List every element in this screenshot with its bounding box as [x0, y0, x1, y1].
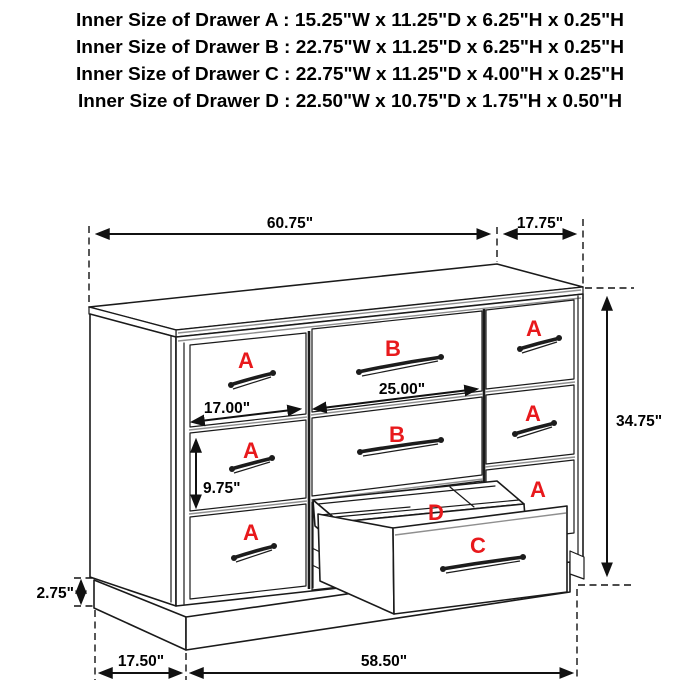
drawer-label: D	[428, 500, 444, 525]
dimension-label: 17.50"	[117, 653, 165, 670]
drawer-label: C	[470, 533, 486, 558]
drawer-label: B	[389, 422, 405, 447]
dimension-overall-height	[578, 288, 662, 585]
drawer-label: A	[243, 438, 259, 463]
drawer-label: A	[525, 401, 541, 426]
dimension-label: 2.75"	[36, 585, 74, 602]
drawer-label: A	[530, 477, 546, 502]
dimension-label: 58.50"	[360, 653, 408, 670]
drawer-label: A	[238, 348, 254, 373]
spec-line-a: Inner Size of Drawer A : 15.25"W x 11.25"D x 6.25"H x 0.25"H	[76, 10, 624, 30]
dimension-base-height	[36, 578, 97, 606]
drawer-label: B	[385, 336, 401, 361]
dimension-label: 9.75"	[203, 480, 241, 497]
spec-line-c: Inner Size of Drawer C : 22.75"W x 11.25"D x 4.00"H x 0.25"H	[76, 64, 624, 84]
dimension-label: 25.00"	[378, 381, 426, 398]
drawer-size-spec-header	[76, 10, 624, 111]
dimension-label: 17.00"	[203, 400, 251, 417]
spec-line-b: Inner Size of Drawer B : 22.75"W x 11.25"D x 6.25"H x 0.25"H	[76, 37, 624, 57]
drawer-label: A	[243, 520, 259, 545]
spec-line-d: Inner Size of Drawer D : 22.50"W x 10.75"D x 1.75"H x 0.50"H	[78, 91, 622, 111]
cabinet-left-side-panel	[90, 314, 176, 606]
dimension-label: 60.75"	[266, 215, 314, 232]
dimension-label: 34.75"	[616, 413, 663, 430]
drawer-label: A	[526, 316, 542, 341]
dimension-label: 17.75"	[516, 215, 564, 232]
